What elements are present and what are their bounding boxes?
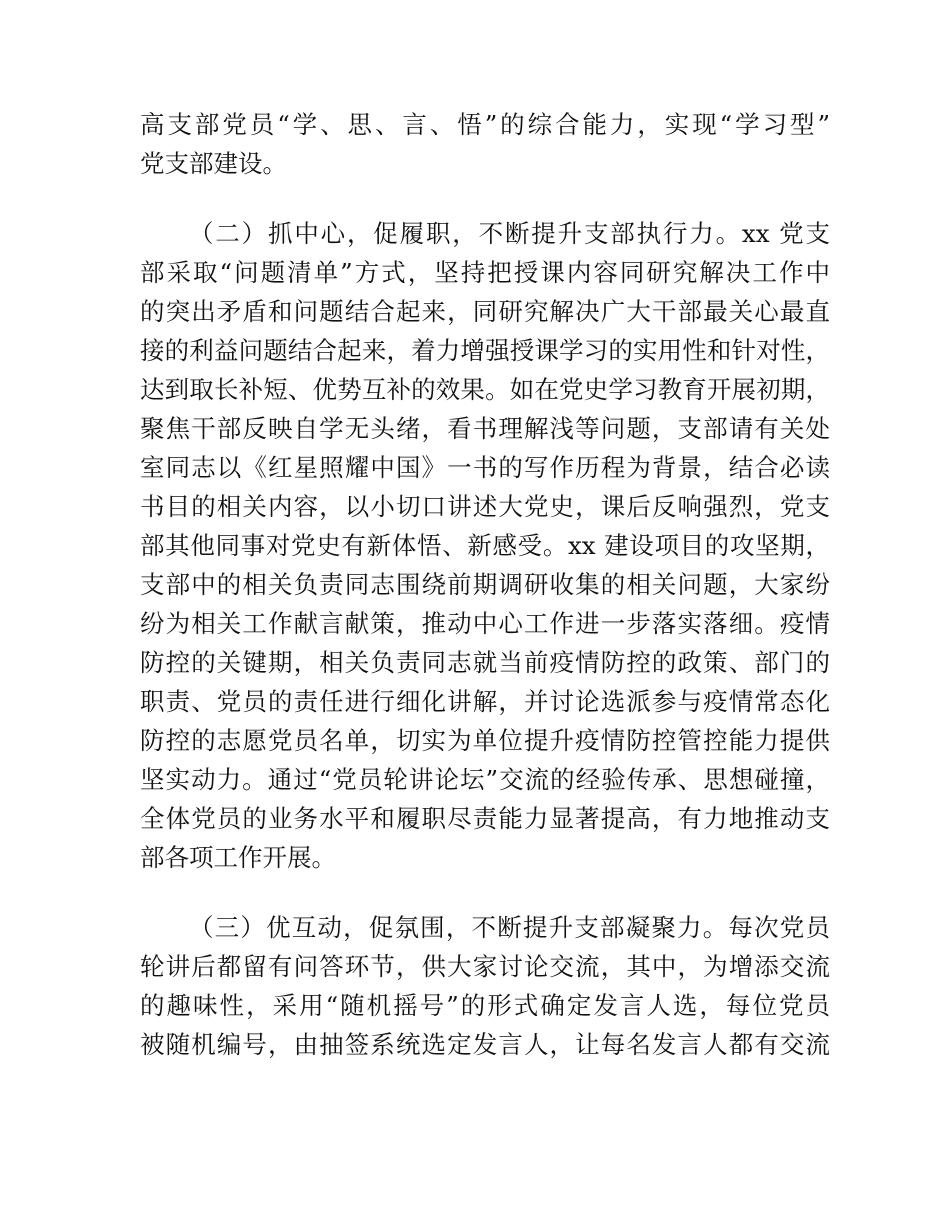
text-line: 聚焦干部反映自学无头绪，看书理解浅等问题，支部请有关处 [140,414,830,443]
text-line: 防控的志愿党员名单，切实为单位提升疫情防控管控能力提供 [140,726,830,755]
paragraph-gap [140,877,830,908]
text-line: 防控的关键期，相关负责同志就当前疫情防控的政策、部门的 [140,648,830,677]
text-line: 室同志以《红星照耀中国》一书的写作历程为背景，结合必读 [140,453,830,482]
text-line: 的趣味性，采用“随机摇号”的形式确定发言人选，每位党员 [140,991,830,1020]
text-line: 坚实动力。通过“党员轮讲论坛”交流的经验传承、思想碰撞， [140,765,830,794]
text-line: 纷为相关工作献言献策，推动中心工作进一步落实落细。疫情 [140,609,830,638]
text-line: 职责、党员的责任进行细化讲解，并讨论选派参与疫情常态化 [140,687,830,716]
paragraph-2 [140,214,830,877]
text-line: 被随机编号，由抽签系统选定发言人，让每名发言人都有交流 [140,1030,830,1059]
text-line: 党支部建设。 [140,149,287,178]
text-line: 部采取“问题清单”方式，坚持把授课内容同研究解决工作中 [140,258,830,287]
text-line: 高支部党员“学、思、言、悟”的综合能力，实现“学习型” [140,110,830,139]
paragraph-3 [140,908,830,1064]
document-body [140,105,830,1064]
text-line: 支部中的相关负责同志围绕前期调研收集的相关问题，大家纷 [140,570,830,599]
text-line: 全体党员的业务水平和履职尽责能力显著提高，有力地推动支 [140,804,830,833]
text-line: 接的利益问题结合起来，着力增强授课学习的实用性和针对性， [140,336,830,365]
text-line: 达到取长补短、优势互补的效果。如在党史学习教育开展初期， [140,375,830,404]
text-line: （二）抓中心，促履职，不断提升支部执行力。xx 党支 [189,219,830,248]
paragraph-1 [140,105,830,183]
text-line: 轮讲后都留有问答环节，供大家讨论交流，其中，为增添交流 [140,952,830,981]
paragraph-gap [140,183,830,214]
text-line: 部其他同事对党史有新体悟、新感受。xx 建设项目的攻坚期， [140,531,830,560]
text-line: 部各项工作开展。 [140,843,336,872]
text-line: （三）优互动，促氛围，不断提升支部凝聚力。每次党员 [189,913,830,942]
text-line: 的突出矛盾和问题结合起来，同研究解决广大干部最关心最直 [140,297,830,326]
text-line: 书目的相关内容，以小切口讲述大党史，课后反响强烈，党支 [140,492,830,521]
